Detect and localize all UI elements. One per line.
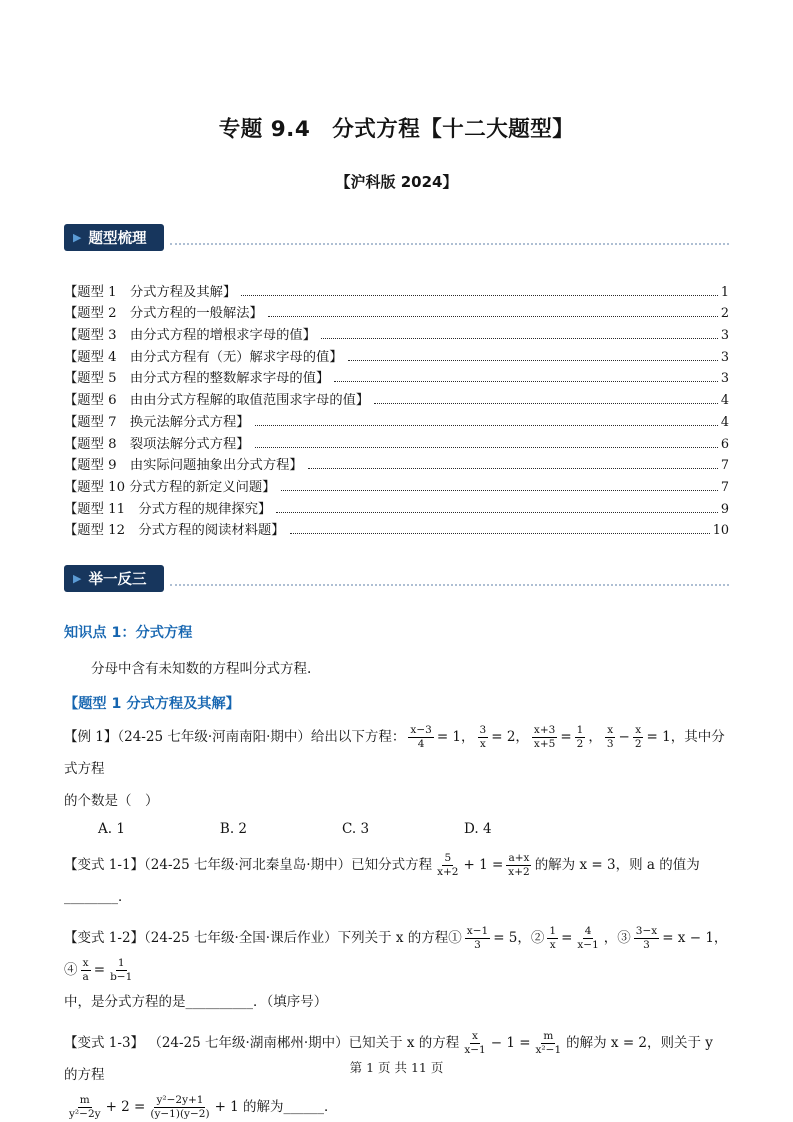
outline-banner-row (64, 224, 729, 251)
toc-page-number: 1 (720, 284, 729, 300)
problem-line: 【变式 1-2】（24-25 七年级·全国·课后作业）下列关于 x 的方程① $\frac{x-1}{3}$ = 5，② $\frac{1}{x}$ = $\frac{4}{x-1}$ ，③ $\frac{3-x}{3}$ = x − 1，④ $\frac{x}{a}$ = $\frac{1}{b-1}$ (64, 925, 728, 984)
toc-page-number: 7 (720, 458, 729, 474)
toc-dot-leader (290, 533, 710, 534)
toc-item (64, 430, 729, 452)
toc-dot-leader (321, 338, 718, 339)
toc-item (64, 386, 729, 408)
outline-banner (64, 224, 164, 251)
practice-banner-label: 举一反三 (88, 572, 147, 589)
toc-dot-leader (255, 425, 718, 426)
fraction: $\frac{1}{x}$ (549, 925, 557, 952)
toc-item-label: 【题型 11 分式方程的规律探究】 (64, 501, 272, 517)
fraction: $\frac{x-3}{4}$ (410, 724, 432, 751)
fraction: $\frac{\text{y²−2y+1}}{(y-1)(y-2)}$ (150, 1094, 210, 1121)
toc-dot-leader (241, 295, 718, 296)
toc-dot-leader (308, 468, 718, 469)
fraction: $\frac{3-x}{3}$ (635, 925, 658, 952)
toc-dot-leader (374, 403, 718, 404)
fraction: $\frac{x+3}{x+5}$ (533, 724, 556, 751)
problem-line: 【变式 1-3】 （24-25 七年级·湖南郴州·期中）已知关于 x 的方程 $\frac{x}{x-1}$ − 1 = $\frac{m}{\text{x²−1}}$ 的解为 x = 2，则关于 y 的方程 (64, 1030, 713, 1084)
play-arrow-icon: ▶ (73, 572, 82, 586)
section-heading: 【题型 1 分式方程及其解】 (64, 696, 240, 713)
practice-banner-row (64, 565, 729, 592)
option-a: A. 1 (98, 821, 125, 838)
toc-item-label: 【题型 8 裂项法解分式方程】 (64, 436, 250, 452)
fraction: $\frac{4}{x-1}$ (577, 925, 599, 952)
knowledge-point-body: 分母中含有未知数的方程叫分式方程. (91, 661, 312, 678)
toc-page-number: 7 (720, 479, 729, 495)
page-subtitle: 【沪科版 2024】 (335, 173, 458, 191)
toc-item-label: 【题型 1 分式方程及其解】 (64, 284, 237, 300)
toc-item-label: 【题型 4 由分式方程有（无）解求字母的值】 (64, 349, 343, 365)
fraction: $\frac{x}{a}$ (82, 957, 89, 984)
toc-dot-leader (255, 447, 718, 448)
toc-item-label: 【题型 3 由分式方程的增根求字母的值】 (64, 328, 317, 344)
toc-dot-leader (334, 381, 718, 382)
outline-banner-label: 题型梳理 (88, 231, 147, 247)
toc-item (64, 343, 729, 365)
problem-example-1 (64, 721, 729, 837)
toc-item (64, 473, 729, 495)
toc-page-number: 6 (720, 436, 729, 452)
practice-banner (64, 565, 164, 592)
toc-item (64, 365, 729, 387)
option-b: B. 2 (219, 821, 248, 838)
toc-item (64, 300, 729, 322)
toc-dot-leader (268, 316, 718, 317)
toc-item-label: 【题型 12 分式方程的阅读材料题】 (64, 523, 285, 539)
toc-item-label: 【题型 6 由由分式方程解的取值范围求字母的值】 (64, 393, 370, 409)
fraction: $\frac{x-1}{3}$ (466, 925, 489, 952)
fraction: $\frac{5}{x+2}$ (437, 852, 459, 879)
option-d: D. 4 (464, 821, 492, 838)
fraction: $\frac{x}{x-1}$ (464, 1030, 486, 1057)
toc-item (64, 278, 729, 300)
page-title: 专题 9.4 分式方程【十二大题型】 (218, 117, 575, 142)
toc-dot-leader (281, 490, 718, 491)
toc-item-label: 【题型 7 换元法解分式方程】 (64, 414, 250, 430)
toc-item (64, 452, 729, 474)
problem-line: $\frac{m}{\text{y²−2y}}$ + 2 = $\frac{\text{y²−2y+1}}{(y-1)(y-2)}$ + 1 的解为______． (69, 1094, 338, 1121)
toc-item-label: 【题型 9 由实际问题抽象出分式方程】 (64, 458, 303, 474)
toc-item-label: 【题型 10 分式方程的新定义问题】 (64, 479, 276, 495)
fraction: $\frac{1}{2}$ (576, 724, 584, 751)
fraction: $\frac{3}{x}$ (479, 724, 487, 751)
problem-variant-1-2 (64, 922, 729, 1018)
toc-page-number: 3 (720, 328, 729, 344)
options-row (64, 821, 729, 837)
dotted-divider (170, 243, 729, 245)
toc-item (64, 495, 729, 517)
dotted-divider (170, 584, 729, 586)
toc-page-number: 10 (712, 523, 729, 539)
toc-page-number: 2 (720, 306, 729, 322)
play-arrow-icon: ▶ (73, 231, 82, 244)
toc-item (64, 517, 729, 539)
problem-line: 中，是分式方程的是__________．（填序号） (64, 994, 328, 1011)
toc-page-number: 3 (720, 349, 729, 365)
toc-list (64, 278, 729, 538)
fraction: $\frac{m}{\text{x²−1}}$ (535, 1030, 562, 1057)
toc-page-number: 9 (720, 501, 729, 517)
page-footer: 第 1 页 共 11 页 (349, 1060, 444, 1075)
fraction: $\frac{x}{3}$ (606, 724, 614, 751)
toc-item-label: 【题型 2 分式方程的一般解法】 (64, 306, 263, 322)
fraction: $\frac{x}{2}$ (634, 724, 642, 751)
knowledge-point-heading: 知识点 1：分式方程 (64, 625, 193, 642)
toc-item-label: 【题型 5 由分式方程的整数解求字母的值】 (64, 371, 330, 387)
problem-line: 【变式 1-1】（24-25 七年级·河北秦皇岛·期中）已知分式方程 $\frac{5}{x+2}$ + 1 = $\frac{a+x}{x+2}$ 的解为 x = 3，则 a 的值为________． (64, 852, 700, 906)
fraction: $\frac{1}{b-1}$ (110, 957, 133, 984)
option-c: C. 3 (342, 821, 370, 838)
toc-page-number: 4 (720, 393, 729, 409)
toc-page-number: 3 (720, 371, 729, 387)
problem-variant-1-1 (64, 849, 729, 913)
toc-item (64, 408, 729, 430)
toc-dot-leader (348, 360, 718, 361)
problem-line: 的个数是（ ） (64, 793, 159, 810)
fraction: $\frac{m}{\text{y²−2y}}$ (69, 1094, 101, 1121)
toc-dot-leader (276, 512, 718, 513)
fraction: $\frac{a+x}{x+2}$ (508, 852, 530, 879)
problem-line: 【例 1】（24-25 七年级·河南南阳·期中）给出以下方程： $\frac{x-3}{4}$ = 1， $\frac{3}{x}$ = 2， $\frac{x+3}{x+5}$ = $\frac{1}{2}$ ， $\frac{x}{3}$ − $\frac{x}{2}$ = 1，其中分式方程 (64, 724, 725, 778)
toc-item (64, 321, 729, 343)
toc-page-number: 4 (720, 414, 729, 430)
